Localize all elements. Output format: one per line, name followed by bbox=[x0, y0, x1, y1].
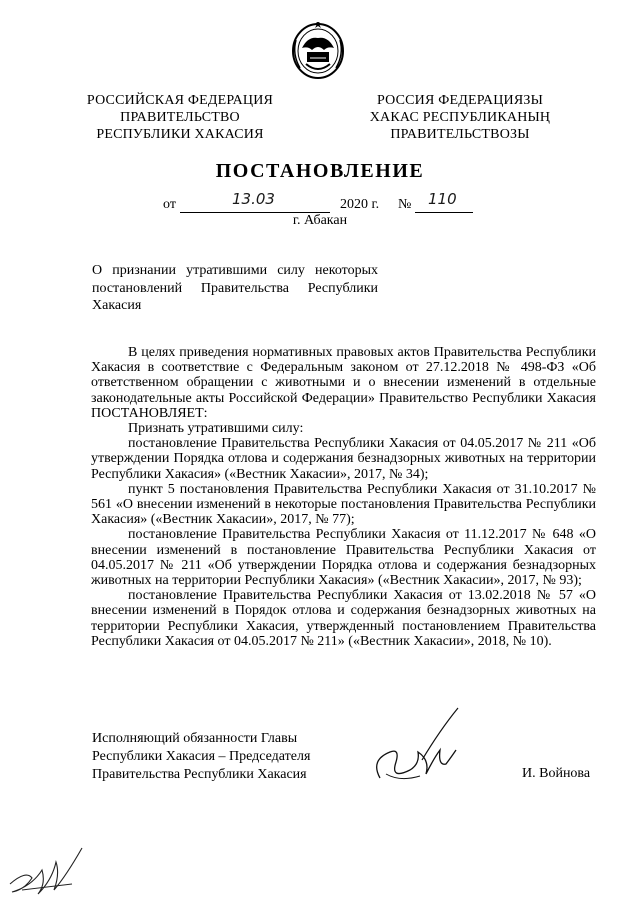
signatory-line1: Исполняющий обязанности Главы bbox=[92, 731, 298, 746]
document-subject bbox=[92, 262, 378, 315]
document-body bbox=[91, 345, 596, 649]
signatory-line3: Правительства Республики Хакасия bbox=[92, 767, 307, 782]
header-right-line1: РОССИЯ ФЕДЕРАЦИЯЗЫ bbox=[376, 93, 544, 108]
date-year: 2020 г. bbox=[340, 197, 380, 212]
number-label: № bbox=[398, 197, 412, 212]
header-right bbox=[350, 92, 570, 143]
signatory-name: И. Войнова bbox=[522, 766, 591, 781]
header-right-line3: ПРАВИТЕЛЬСТВОЗЫ bbox=[390, 127, 530, 142]
header-left-line3: РЕСПУБЛИКИ ХАКАСИЯ bbox=[96, 127, 264, 142]
body-paragraph-item-3: постановление Правительства Республики Хакасия от 11.12.2017 № 648 «О внесении изменений в постановление Правительства Республики Хакасия от 04.05.2017 № 211 «Об утверждении Порядка отлова и содержания безнадзорных животных на территории Республики Хакасия» («Вестник Хакасии», 2017, № 93); bbox=[91, 527, 596, 589]
handwritten-margin-mark bbox=[2, 840, 94, 896]
body-paragraph-item-2: пункт 5 постановления Правительства Республики Хакасия от 31.10.2017 № 561 «О внесении изменений в некоторые постановления Правительства Республики Хакасия» («Вестник Хакасии», 2017, № 77); bbox=[91, 481, 596, 528]
body-paragraph-item-4: постановление Правительства Республики Хакасия от 13.02.2018 № 57 «О внесении изменений в Порядок отлова и содержания безнадзорных животных на территории Республики Хакасия, утвержденный постановлением Правительства Республики Хакасия от 04.05.2017 № 211» («Вестник Хакасии», 2018, № 10). bbox=[91, 588, 596, 649]
header-left bbox=[80, 92, 280, 143]
date-handwritten: 13.03 bbox=[232, 190, 275, 208]
document-title: ПОСТАНОВЛЕНИЕ bbox=[215, 160, 425, 182]
date-from-label: от bbox=[163, 197, 176, 212]
number-handwritten: 110 bbox=[428, 190, 457, 208]
city: г. Абакан bbox=[292, 213, 348, 228]
signatory-title bbox=[92, 730, 310, 784]
body-paragraph-item-1: постановление Правительства Республики Хакасия от 04.05.2017 № 211 «Об утверждении Порядка отлова и содержания безнадзорных животных на территории Республики Хакасия» («Вестник Хакасии», 2017, № 34); bbox=[91, 436, 596, 482]
handwritten-signature bbox=[360, 700, 470, 790]
subject-line3: Хакасия bbox=[92, 298, 142, 313]
subject-line1: О признании утратившими силу некоторых bbox=[92, 263, 378, 278]
signatory-line2: Республики Хакасия – Председателя bbox=[92, 749, 311, 764]
header-left-line1: РОССИЙСКАЯ ФЕДЕРАЦИЯ bbox=[86, 93, 274, 108]
header-left-line2: ПРАВИТЕЛЬСТВО bbox=[120, 110, 240, 125]
body-paragraph-preamble: В целях приведения нормативных правовых актов Правительства Республики Хакасия в соответствие с Федеральным законом от 27.12.2018 № 498-ФЗ «Об ответственном обращении с животными и о внесении изменений в отдельные законодательные акты Российской Федерации» Правительство Республики Хакасия ПОСТАНОВЛЯЕТ: bbox=[91, 345, 596, 421]
subject-line2: постановлений Правительства Республики bbox=[92, 280, 378, 296]
body-paragraph-resolve: Признать утратившими силу: bbox=[128, 421, 304, 437]
coat-of-arms-emblem bbox=[288, 18, 348, 80]
header-right-line2: ХАКАС РЕСПУБЛИКАНЫҢ bbox=[369, 110, 551, 125]
